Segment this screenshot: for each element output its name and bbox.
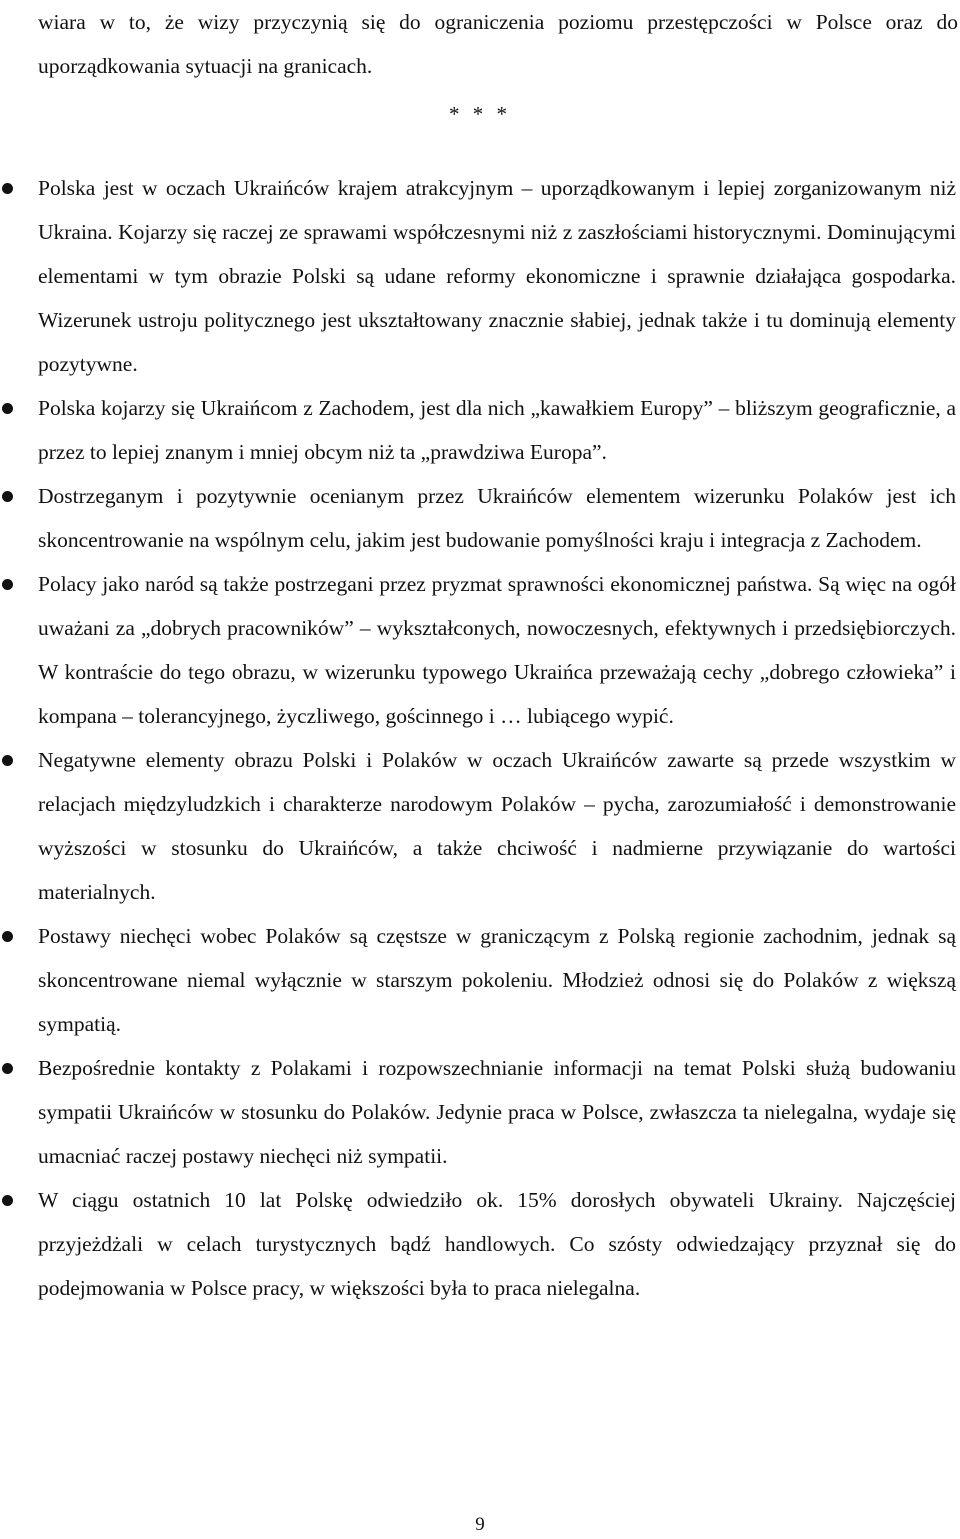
bullet-text: Bezpośrednie kontakty z Polakami i rozpowszechnianie informacji na temat Polski służą budowaniu sympatii Ukraińców w stosunku do Polaków. Jedynie praca w Polsce, zwłaszcza ta nielegalna, wydaje się umacniać raczej postawy niechęci niż sympatii. xyxy=(38,1056,956,1168)
bullet-text: Postawy niechęci wobec Polaków są częstsze w graniczącym z Polską regionie zachodnim, jednak są skoncentrowane niemal wyłącznie w starszym pokoleniu. Młodzież odnosi się do Polaków z większą sympatią. xyxy=(38,924,956,1036)
bullet-dot-icon xyxy=(2,1195,13,1206)
bullet-dot-icon xyxy=(2,491,13,502)
bullet-text: Polska kojarzy się Ukraińcom z Zachodem, jest dla nich „kawałkiem Europy” – bliższym geograficznie, a przez to lepiej znanym i mniej obcym niż ta „prawdziwa Europa”. xyxy=(38,396,956,464)
bullet-text: Polska jest w oczach Ukraińców krajem atrakcyjnym – uporządkowanym i lepiej zorganizowanym niż Ukraina. Kojarzy się raczej ze sprawami współczesnymi niż z zaszłościami historycznymi. Dominującymi elementami w tym obrazie Polski są udane reformy ekonomiczne i sprawnie działająca gospodarka. Wizerunek ustroju politycznego jest ukształtowany znacznie słabiej, jednak także i tu dominują elementy pozytywne. xyxy=(38,176,956,376)
bullet-item xyxy=(0,386,956,474)
intro-paragraph: wiara w to, że wizy przyczynią się do ograniczenia poziomu przestępczości w Polsce oraz do uporządkowania sytuacji na granicach. xyxy=(38,10,958,78)
page-number: 9 xyxy=(475,1514,485,1535)
bullet-item xyxy=(0,474,956,562)
bullet-item xyxy=(0,1178,956,1310)
bullet-text: Polacy jako naród są także postrzegani przez pryzmat sprawności ekonomicznej państwa. Są więc na ogół uważani za „dobrych pracowników” – wykształconych, nowoczesnych, efektywnych i przedsiębiorczych. W kontraście do tego obrazu, w wizerunku typowego Ukraińca przeważają cechy „dobrego człowieka” i kompana – tolerancyjnego, życzliwego, gościnnego i … lubiącego wypić. xyxy=(38,572,956,728)
bullet-dot-icon xyxy=(2,183,13,194)
bullet-dot-icon xyxy=(2,579,13,590)
bullet-item xyxy=(0,738,956,914)
bullet-dot-icon xyxy=(2,1063,13,1074)
bullet-list xyxy=(0,166,960,1310)
bullet-dot-icon xyxy=(2,403,13,414)
bullet-item xyxy=(0,166,956,386)
bullet-dot-icon xyxy=(2,755,13,766)
bullet-item xyxy=(0,1046,956,1178)
bullet-text: Dostrzeganym i pozytywnie ocenianym przez Ukraińców elementem wizerunku Polaków jest ich skoncentrowanie na wspólnym celu, jakim jest budowanie pomyślności kraju i integracja z Zachodem. xyxy=(38,484,956,552)
bullet-item xyxy=(0,914,956,1046)
bullet-text: Negatywne elementy obrazu Polski i Polaków w oczach Ukraińców zawarte są przede wszystkim w relacjach międzyludzkich i charakterze narodowym Polaków – pycha, zarozumiałość i demonstrowanie wyższości w stosunku do Ukraińców, a także chciwość i nadmierne przywiązanie do wartości materialnych. xyxy=(38,748,956,904)
bullet-dot-icon xyxy=(2,931,13,942)
bullet-text: W ciągu ostatnich 10 lat Polskę odwiedziło ok. 15% dorosłych obywateli Ukrainy. Najczęściej przyjeżdżali w celach turystycznych bądź handlowych. Co szósty odwiedzający przyznał się do podejmowania w Polsce pracy, w większości była to praca nielegalna. xyxy=(38,1188,956,1300)
section-separator: * * * xyxy=(449,102,511,126)
bullet-item xyxy=(0,562,956,738)
